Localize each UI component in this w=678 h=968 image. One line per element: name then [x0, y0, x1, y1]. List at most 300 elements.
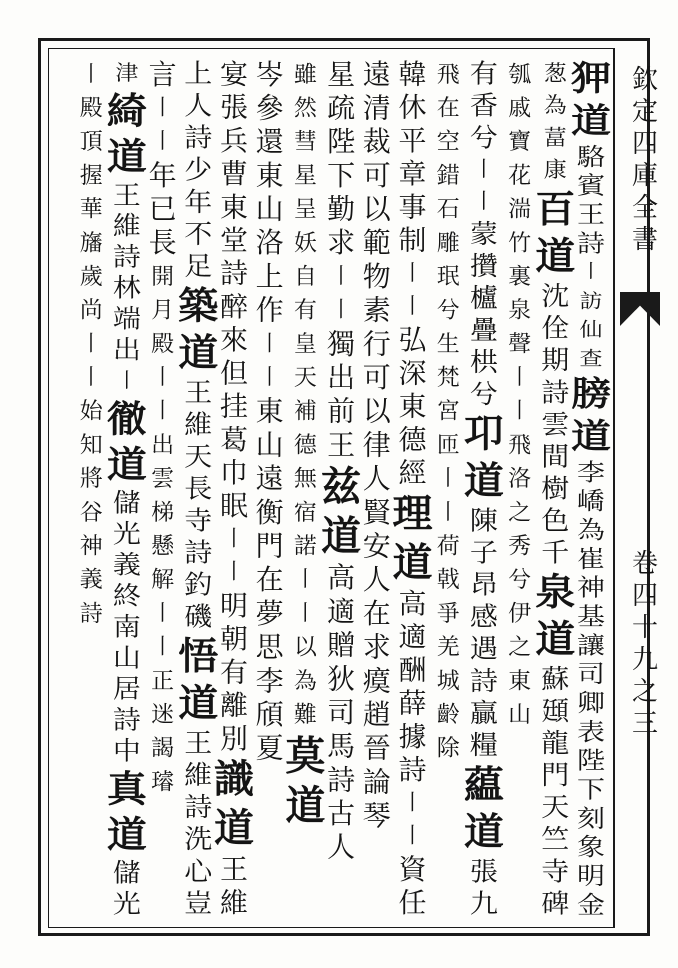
- glyph: 儲: [112, 487, 141, 519]
- glyph: 在: [436, 95, 460, 122]
- glyph: 為: [576, 515, 605, 544]
- glyph: 詩: [79, 601, 103, 627]
- glyph: 丨: [401, 294, 424, 319]
- glyph: 別: [219, 722, 248, 755]
- glyph: 詩: [469, 665, 498, 697]
- glyph: 香: [469, 90, 498, 122]
- glyph: 終: [112, 580, 141, 611]
- glyph: 道: [178, 681, 219, 726]
- glyph: 詩: [184, 537, 213, 569]
- glyph: 山: [255, 192, 284, 226]
- glyph: 羌: [436, 634, 460, 661]
- glyph: 狄: [327, 662, 356, 696]
- glyph: 星: [293, 163, 317, 189]
- glyph: 丨: [330, 297, 353, 323]
- glyph: 章: [398, 157, 427, 190]
- glyph: 丨: [401, 823, 424, 849]
- glyph: 已: [148, 192, 177, 226]
- glyph: 補: [293, 398, 317, 425]
- glyph: 飛: [436, 61, 460, 88]
- glyph: 基: [576, 602, 605, 631]
- text-column-15: [68, 58, 114, 920]
- glyph: 王: [112, 180, 141, 211]
- glyph: 竹: [508, 230, 532, 257]
- glyph: 李: [255, 664, 284, 698]
- glyph: 高: [398, 587, 427, 620]
- glyph: 明: [219, 589, 248, 622]
- glyph: 丨: [258, 365, 281, 390]
- glyph: 維: [184, 759, 213, 791]
- glyph: 維: [219, 886, 248, 919]
- glyph: 莫: [285, 732, 326, 780]
- glyph: 心: [184, 855, 213, 887]
- glyph: 行: [362, 327, 391, 361]
- glyph: 櫨: [469, 282, 498, 314]
- glyph: 以: [362, 394, 391, 428]
- glyph: 查: [579, 348, 603, 371]
- glyph: 晉: [362, 731, 391, 765]
- glyph: 以: [362, 192, 391, 226]
- glyph: 東: [219, 190, 248, 224]
- glyph: 雲: [541, 408, 570, 440]
- glyph: 九: [631, 645, 658, 675]
- glyph: 巾: [219, 456, 248, 489]
- glyph: 駱: [576, 142, 605, 171]
- glyph: 道: [214, 805, 254, 852]
- glyph: 門: [541, 759, 570, 791]
- glyph: 贈: [327, 628, 356, 662]
- glyph: 不: [184, 218, 213, 250]
- glyph: 明: [576, 861, 605, 890]
- glyph: 遠: [255, 462, 284, 496]
- glyph: 道: [106, 135, 147, 179]
- glyph: 平: [398, 124, 427, 157]
- glyph: 妖: [293, 230, 317, 257]
- glyph: 泉: [508, 297, 532, 324]
- glyph: 嶠: [576, 487, 605, 516]
- glyph: 光: [112, 518, 141, 550]
- glyph: 膀: [571, 374, 611, 415]
- glyph: 神: [576, 573, 605, 602]
- glyph: 宴: [219, 58, 248, 91]
- glyph: 可: [362, 159, 391, 192]
- glyph: 居: [112, 673, 141, 704]
- glyph: 論: [362, 765, 391, 799]
- glyph: 錯: [436, 163, 460, 189]
- glyph: 安: [362, 529, 391, 563]
- glyph: 裏: [508, 264, 532, 290]
- glyph: 適: [327, 595, 356, 628]
- glyph: 全: [631, 193, 658, 223]
- glyph: 感: [469, 601, 498, 633]
- glyph: 疏: [327, 91, 356, 125]
- glyph: 詩: [541, 376, 570, 408]
- glyph: 除: [436, 735, 460, 762]
- glyph: 書: [631, 225, 658, 255]
- glyph: 謁: [151, 735, 175, 762]
- glyph: 難: [293, 702, 317, 728]
- glyph: 兹: [321, 463, 362, 510]
- glyph: 獨: [327, 327, 356, 361]
- glyph: 古: [327, 797, 356, 830]
- glyph: 在: [362, 597, 391, 630]
- glyph: 崔: [576, 544, 605, 573]
- glyph: 匝: [436, 432, 460, 459]
- glyph: 丨: [472, 190, 495, 214]
- glyph: 馬: [327, 729, 356, 763]
- glyph: 丨: [294, 567, 317, 593]
- glyph: 尚: [79, 297, 103, 324]
- glyph: 爭: [436, 601, 460, 627]
- glyph: 懸: [151, 533, 175, 560]
- glyph: 梵: [436, 365, 460, 391]
- glyph: 伊: [508, 601, 532, 627]
- glyph: 夢: [255, 597, 284, 630]
- glyph: 之: [631, 677, 658, 707]
- glyph: 道: [392, 539, 433, 586]
- glyph: 天: [293, 365, 317, 391]
- glyph: 知: [79, 432, 103, 459]
- glyph: 中: [112, 735, 141, 766]
- glyph: 王: [184, 376, 213, 408]
- glyph: 賢: [362, 496, 391, 529]
- glyph: 佺: [541, 312, 570, 344]
- glyph: 勤: [327, 192, 356, 226]
- glyph: 儲: [112, 857, 141, 888]
- glyph: 道: [535, 617, 576, 662]
- glyph: 弘: [398, 323, 427, 356]
- glyph: 贏: [469, 697, 498, 729]
- glyph: 作: [255, 293, 284, 327]
- glyph: 兮: [469, 378, 498, 410]
- glyph: 下: [327, 159, 356, 192]
- glyph: 素: [362, 293, 391, 327]
- glyph: 丨: [80, 331, 103, 357]
- glyph: 徹: [106, 397, 147, 441]
- glyph: 空: [436, 129, 460, 156]
- glyph: 言: [148, 58, 177, 91]
- glyph: 珉: [436, 264, 460, 290]
- glyph: 竺: [541, 823, 570, 855]
- glyph: 昂: [469, 569, 498, 601]
- spine-margin: [622, 64, 668, 924]
- glyph: 百: [535, 187, 576, 232]
- glyph: 頲: [541, 695, 570, 727]
- glyph: 眠: [219, 489, 248, 523]
- glyph: 司: [327, 696, 356, 729]
- glyph: 物: [362, 260, 391, 293]
- glyph: 人: [362, 462, 391, 496]
- glyph: 詩: [327, 763, 356, 797]
- glyph: 道: [321, 512, 362, 560]
- glyph: 裁: [362, 125, 391, 159]
- glyph: 之: [508, 499, 532, 526]
- glyph: 清: [362, 91, 391, 125]
- glyph: 碑: [541, 887, 570, 919]
- glyph: 齡: [436, 702, 460, 728]
- glyph: 詩: [576, 229, 605, 258]
- glyph: 皇: [293, 331, 317, 358]
- glyph: 王: [219, 853, 248, 886]
- glyph: 丨: [115, 369, 138, 393]
- glyph: 寺: [184, 504, 213, 537]
- glyph: 天: [184, 440, 213, 472]
- glyph: 王: [576, 200, 605, 229]
- glyph: 狎: [571, 58, 611, 99]
- glyph: 東: [255, 159, 284, 192]
- glyph: 蒙: [469, 218, 498, 250]
- glyph: 丨: [579, 261, 602, 283]
- glyph: 丨: [508, 398, 531, 424]
- glyph: 湍: [508, 196, 532, 223]
- glyph: 星: [327, 58, 356, 91]
- glyph: 庫: [631, 161, 658, 191]
- glyph: 真: [106, 767, 147, 811]
- glyph: 寺: [541, 855, 570, 887]
- glyph: 休: [398, 91, 427, 124]
- glyph: 丨: [80, 61, 103, 87]
- glyph: 前: [327, 394, 356, 428]
- glyph: 頂: [79, 129, 103, 156]
- glyph: 然: [293, 95, 317, 122]
- glyph: 綺: [106, 89, 147, 133]
- glyph: 彗: [293, 129, 317, 156]
- glyph: 丨: [472, 157, 495, 182]
- glyph: 山: [112, 642, 141, 673]
- glyph: 卿: [576, 688, 605, 717]
- glyph: 端: [112, 303, 141, 335]
- glyph: 以: [293, 634, 317, 661]
- glyph: 醉: [219, 290, 248, 323]
- glyph: 兵: [219, 124, 248, 157]
- glyph: 門: [255, 529, 284, 563]
- glyph: 樹: [541, 472, 570, 505]
- glyph: 任: [398, 886, 427, 919]
- glyph: 殿: [79, 95, 103, 122]
- glyph: 寶: [508, 129, 532, 156]
- glyph: 康: [543, 157, 567, 183]
- glyph: 丨: [222, 560, 245, 585]
- glyph: 朝: [219, 622, 248, 655]
- glyph: 陳: [469, 504, 498, 537]
- glyph: 下: [576, 775, 605, 804]
- glyph: 事: [398, 190, 427, 224]
- glyph: 開: [151, 264, 175, 290]
- glyph: 求: [327, 226, 356, 260]
- glyph: 戟: [436, 567, 460, 594]
- glyph: 律: [362, 428, 391, 462]
- glyph: 陛: [327, 125, 356, 159]
- glyph: 丨: [401, 261, 424, 286]
- glyph: 十: [631, 613, 658, 643]
- glyph: 磯: [184, 601, 213, 633]
- glyph: 表: [576, 717, 605, 746]
- glyph: 可: [362, 361, 391, 394]
- glyph: 韓: [398, 58, 427, 91]
- glyph: 刻: [576, 804, 605, 833]
- glyph: 雖: [293, 61, 317, 88]
- glyph: 上: [255, 260, 284, 293]
- glyph: 始: [79, 398, 103, 425]
- glyph: 釣: [184, 569, 213, 601]
- glyph: 雲: [151, 466, 175, 493]
- glyph: 夏: [255, 731, 284, 765]
- glyph: 卷: [631, 549, 658, 579]
- glyph: 丨: [80, 365, 103, 390]
- glyph: 葱: [543, 61, 567, 87]
- glyph: 維: [112, 211, 141, 242]
- glyph: 東: [255, 394, 284, 428]
- glyph: 人: [362, 563, 391, 597]
- glyph: 期: [541, 344, 570, 376]
- glyph: 道: [463, 458, 504, 504]
- glyph: 丨: [508, 365, 531, 390]
- glyph: 琴: [362, 799, 391, 832]
- glyph: 道: [463, 809, 504, 854]
- glyph: 卭: [463, 411, 504, 456]
- glyph: 山: [255, 428, 284, 462]
- glyph: 還: [255, 125, 284, 159]
- glyph: 丨: [151, 634, 174, 660]
- glyph: 德: [293, 432, 317, 459]
- glyph: 泉: [535, 570, 576, 615]
- glyph: 人: [327, 830, 356, 864]
- glyph: 諾: [293, 533, 317, 560]
- glyph: 丨: [222, 526, 245, 552]
- glyph: 曹: [219, 157, 248, 190]
- glyph: 深: [398, 356, 427, 390]
- glyph: 飛: [508, 432, 532, 459]
- glyph: 離: [219, 689, 248, 722]
- glyph: 詩: [219, 257, 248, 290]
- glyph: 山: [508, 702, 532, 728]
- glyph: 酬: [398, 653, 427, 687]
- glyph: 千: [541, 537, 570, 569]
- glyph: 雕: [436, 230, 460, 257]
- glyph: 光: [112, 888, 141, 919]
- glyph: 年: [184, 186, 213, 218]
- glyph: 築: [178, 283, 219, 328]
- glyph: 範: [362, 226, 391, 260]
- glyph: 上: [184, 58, 213, 90]
- glyph: 三: [631, 709, 658, 739]
- glyph: 悟: [178, 634, 219, 679]
- glyph: 求: [362, 630, 391, 664]
- glyph: 張: [219, 91, 248, 124]
- glyph: 攢: [469, 250, 498, 282]
- glyph: 丨: [437, 466, 460, 492]
- glyph: 識: [214, 756, 254, 803]
- glyph: 讓: [576, 631, 605, 660]
- glyph: 華: [79, 196, 103, 223]
- glyph: 義: [79, 567, 103, 594]
- glyph: 長: [184, 472, 213, 505]
- glyph: 據: [398, 720, 427, 753]
- glyph: 薛: [398, 687, 427, 720]
- glyph: 丨: [151, 398, 174, 424]
- glyph: 花: [508, 163, 532, 189]
- glyph: 葍: [543, 125, 567, 151]
- glyph: 衡: [255, 496, 284, 529]
- glyph: 堂: [219, 224, 248, 257]
- glyph: 理: [392, 490, 433, 537]
- glyph: 李: [576, 458, 605, 487]
- glyph: 丨: [401, 790, 424, 816]
- glyph: 城: [436, 668, 460, 695]
- glyph: 有: [293, 297, 317, 324]
- glyph: 出: [151, 432, 175, 459]
- glyph: 豈: [184, 887, 213, 919]
- glyph: 瓠: [508, 61, 532, 88]
- glyph: 維: [184, 408, 213, 440]
- glyph: 頎: [255, 698, 284, 731]
- glyph: 兮: [508, 567, 532, 594]
- glyph: 少: [184, 154, 213, 186]
- glyph: 南: [112, 611, 141, 642]
- glyph: 藴: [463, 762, 504, 807]
- glyph: 四: [631, 129, 658, 159]
- glyph: 道: [285, 782, 326, 829]
- glyph: 正: [151, 668, 175, 695]
- glyph: 詩: [184, 122, 213, 154]
- glyph: 司: [576, 660, 605, 689]
- glyph: 葛: [219, 423, 248, 456]
- glyph: 道: [106, 813, 147, 857]
- glyph: 出: [327, 361, 356, 394]
- glyph: 色: [541, 504, 570, 537]
- glyph: 聲: [508, 331, 532, 358]
- spine-divider: [614, 48, 615, 928]
- glyph: 道: [571, 416, 611, 457]
- glyph: 宿: [293, 499, 317, 526]
- glyph: 賓: [576, 171, 605, 200]
- glyph: 象: [576, 833, 605, 862]
- glyph: 有: [469, 58, 498, 90]
- glyph: 戚: [508, 95, 532, 122]
- glyph: 生: [436, 331, 460, 358]
- glyph: 詩: [112, 242, 141, 273]
- glyph: 趙: [362, 698, 391, 731]
- glyph: 丨: [294, 601, 317, 626]
- glyph: 解: [151, 567, 175, 594]
- glyph: 道: [535, 234, 576, 279]
- glyph: 王: [184, 727, 213, 759]
- glyph: 無: [293, 466, 317, 493]
- glyph: 之: [508, 634, 532, 661]
- glyph: 疊: [469, 314, 498, 346]
- glyph: 旛: [79, 230, 103, 257]
- glyph: 來: [219, 323, 248, 356]
- glyph: 仙: [579, 319, 603, 342]
- glyph: 秀: [508, 533, 532, 560]
- glyph: 丨: [258, 331, 281, 357]
- glyph: 洛: [255, 226, 284, 260]
- glyph: 訪: [579, 290, 603, 313]
- glyph: 岑: [255, 58, 284, 91]
- glyph: 將: [79, 466, 103, 493]
- glyph: 挂: [219, 390, 248, 423]
- glyph: 龍: [541, 727, 570, 759]
- glyph: 長: [148, 226, 177, 260]
- glyph: 高: [327, 561, 356, 595]
- glyph: 道: [178, 330, 219, 375]
- glyph: 宮: [436, 398, 460, 425]
- glyph: 為: [293, 668, 317, 695]
- spine-volume: [628, 548, 662, 740]
- glyph: 璿: [151, 769, 175, 796]
- glyph: 經: [398, 456, 427, 489]
- glyph: 間: [541, 440, 570, 472]
